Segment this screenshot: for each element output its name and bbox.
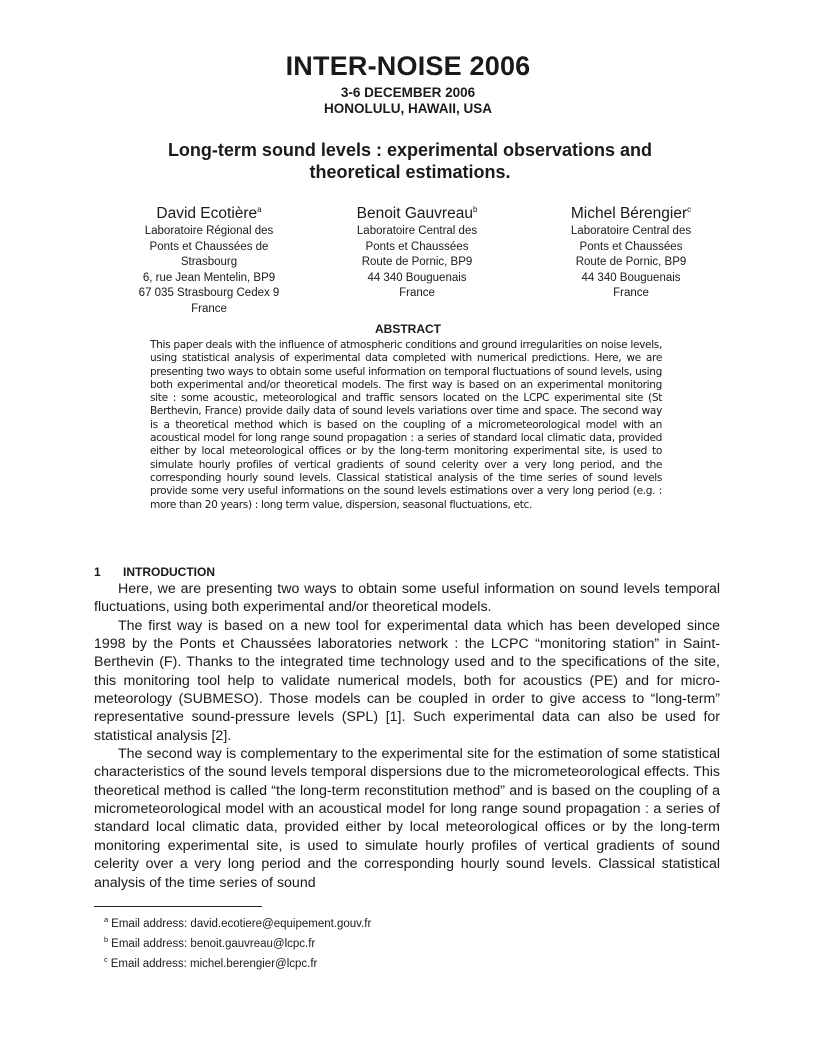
conference-date: 3-6 DECEMBER 2006 <box>340 85 476 100</box>
paper-title: Long-term sound levels : experimental observations and theoretical estimations. <box>167 140 653 182</box>
footnote-divider <box>94 906 262 907</box>
author-name: David Ecotière$^a$ <box>156 205 262 223</box>
footnote-email: Email address: david.ecotiere@equipement.gouv.fr <box>111 917 372 930</box>
paragraph: Here, we are presenting two ways to obtain some useful information on sound levels temporal fluctuations, using both experimental and/or theoretical models. <box>94 581 720 616</box>
affiliation-line: Route de Pornic, BP9 <box>361 256 473 269</box>
footnote-email: Email address: michel.berengier@lcpc.fr <box>110 957 318 970</box>
footnote <box>104 952 604 972</box>
abstract-text: This paper deals with the influence of atmospheric conditions and ground irregularities on noise levels, using statistical analysis of experimental data completed with numerical predictions. Here, we are presenting two ways to obtain some useful information on temporal fluctuations of sound levels, using both experimental and/or theoretical models. The first way is based on an experimental monitoring site : some acoustic, meteorological and traffic sensors located on the LCPC experimental site (St Berthevin, France) provide daily data of sound levels variations over time and space. The second way is a theoretical method which is based on the coupling of a micrometeorological model with an acoustical model for long range sound propagation : a series of standard local climatic data, provided either by local meteorological offices or by the long-term monitoring experimental site, is used to simulate hourly profiles of vertical gradients of sound celerity over a very long period, and the corresponding hourly sound levels. Classical statistical analysis of the time series of sound levels provide some very useful informations on the sound levels estimations over a very long period (e.g. : more than 20 years) : long term value, dispersion, seasonal fluctuations, etc. <box>150 339 662 511</box>
footnote-mark: c <box>104 954 108 964</box>
paragraph: The second way is complementary to the experimental site for the estimation of some statistical characteristics of the sound levels temporal dispersions due to the micrometeorological effects. This theoretical method is called “the long-term reconstitution method” and is based on the coupling of a micrometeorological model with an acoustical model for long range sound propagation : a series of standard local climatic data, provided either by local meteorological offices or by the long-term monitoring experimental site, is used to simulate hourly profiles of vertical gradients of sound celerity over a very long period and the corresponding hourly sound levels. Classical statistical analysis of the time series of sound <box>94 746 720 891</box>
section-heading <box>94 565 215 579</box>
affiliation-line: Ponts et Chaussées <box>365 240 469 253</box>
affiliation-mark: a <box>257 205 262 214</box>
footnote-email: Email address: benoit.gauvreau@lcpc.fr <box>111 937 316 950</box>
paragraph: The first way is based on a new tool for experimental data which has been developed since 1998 by the Ponts et Chaussées laboratories network : the LCPC “monitoring station” in Saint-Berthevin (F). Thanks to the integrated time technology used and to the specifications of the site, this monitoring tool help to validate numerical models, both for acoustics (PE) and for micro-meteorology (SUBMESO). Those models can be coupled in order to give access to “long-term” representative sound-pressure levels (SPL) [1]. Such experimental data can also be used for statistical analysis [2]. <box>94 617 720 744</box>
affiliation-line: 44 340 Bouguenais <box>581 271 681 284</box>
affiliation-mark: c <box>687 205 692 214</box>
author-block <box>536 200 726 302</box>
affiliation-line: 67 035 Strasbourg Cedex 9 <box>138 287 280 300</box>
footnote <box>104 932 604 952</box>
footnote <box>104 912 604 932</box>
footnote-mark: b <box>104 934 109 944</box>
affiliation-line: Strasbourg <box>180 256 238 269</box>
affiliation-line: Laboratoire Régional des <box>144 225 274 238</box>
affiliation-line: 44 340 Bouguenais <box>367 271 467 284</box>
author-block <box>322 200 512 302</box>
affiliation-line: France <box>191 302 227 315</box>
introduction-body <box>94 580 720 892</box>
affiliation-line: France <box>613 287 649 300</box>
affiliation-line: Laboratoire Central des <box>356 225 478 238</box>
author-name: Michel Bérengier$^c$ <box>570 205 692 223</box>
affiliation-line: Route de Pornic, BP9 <box>575 256 687 269</box>
affiliation-line: France <box>399 287 435 300</box>
conference-place: HONOLULU, HAWAII, USA <box>324 101 492 116</box>
section-title: INTRODUCTION <box>123 565 215 579</box>
footnote-mark: a <box>104 915 109 924</box>
affiliation-line: Laboratoire Central des <box>570 225 692 238</box>
footnotes <box>104 912 604 971</box>
affiliation-line: Ponts et Chaussées de <box>149 240 269 253</box>
conference-title: INTER-NOISE 2006 <box>285 51 531 81</box>
author-name: Benoit Gauvreau$^b$ <box>356 205 478 223</box>
affiliation-mark: b <box>472 205 478 214</box>
affiliation-line: Ponts et Chaussées <box>579 240 683 253</box>
section-number: 1 <box>94 565 101 579</box>
author-block <box>114 200 304 317</box>
abstract-heading: ABSTRACT <box>375 322 441 336</box>
affiliation-line: 6, rue Jean Mentelin, BP9 <box>142 271 276 284</box>
